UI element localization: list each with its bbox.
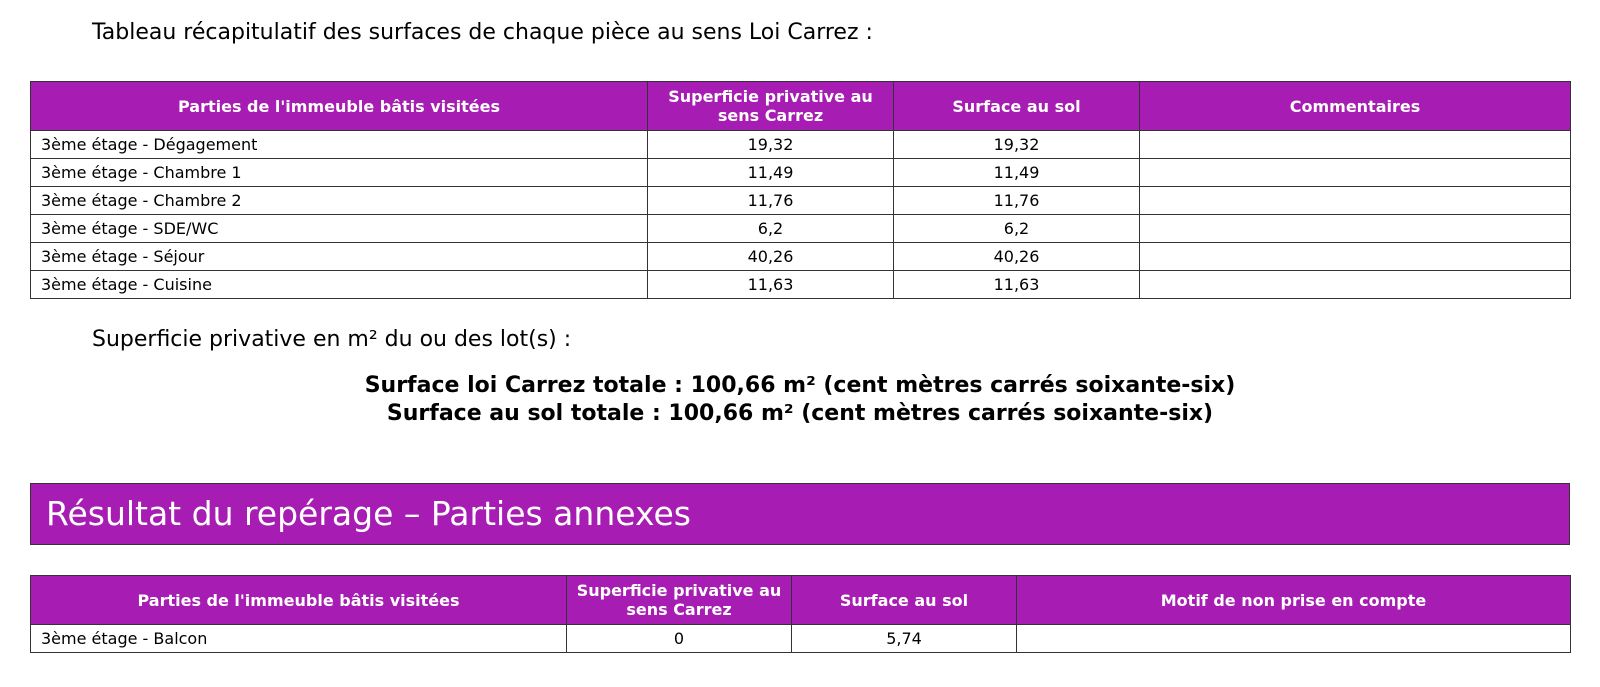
cell-carrez: 11,63 xyxy=(648,271,894,299)
cell-carrez: 0 xyxy=(567,625,792,653)
cell-comment xyxy=(1140,243,1571,271)
cell-comment xyxy=(1140,215,1571,243)
table-row xyxy=(31,131,1571,159)
cell-part: 3ème étage - Balcon xyxy=(31,625,567,653)
table-row xyxy=(31,271,1571,299)
table-row xyxy=(31,159,1571,187)
table-row xyxy=(31,243,1571,271)
cell-motif xyxy=(1017,625,1571,653)
cell-comment xyxy=(1140,271,1571,299)
cell-comment xyxy=(1140,159,1571,187)
cell-sol: 40,26 xyxy=(894,243,1140,271)
cell-comment xyxy=(1140,187,1571,215)
summary-intro: Tableau récapitulatif des surfaces de chaque pièce au sens Loi Carrez : xyxy=(92,20,873,45)
header-parts: Parties de l'immeuble bâtis visitées xyxy=(31,576,567,625)
annexes-table xyxy=(30,575,1571,653)
table-header-row xyxy=(31,576,1571,625)
header-carrez: Superficie privative au sens Carrez xyxy=(567,576,792,625)
total-carrez: Surface loi Carrez totale : 100,66 m² (cent mètres carrés soixante-six) xyxy=(364,373,1236,398)
section-title-annexes: Résultat du repérage – Parties annexes xyxy=(30,483,1570,545)
cell-part: 3ème étage - SDE/WC xyxy=(31,215,648,243)
cell-comment xyxy=(1140,131,1571,159)
header-motif: Motif de non prise en compte xyxy=(1017,576,1571,625)
cell-sol: 11,49 xyxy=(894,159,1140,187)
header-sol: Surface au sol xyxy=(894,82,1140,131)
table-header-row xyxy=(31,82,1571,131)
cell-carrez: 19,32 xyxy=(648,131,894,159)
header-parts: Parties de l'immeuble bâtis visitées xyxy=(31,82,648,131)
table-row xyxy=(31,187,1571,215)
cell-part: 3ème étage - Chambre 2 xyxy=(31,187,648,215)
cell-sol: 6,2 xyxy=(894,215,1140,243)
cell-sol: 19,32 xyxy=(894,131,1140,159)
cell-sol: 11,63 xyxy=(894,271,1140,299)
cell-part: 3ème étage - Dégagement xyxy=(31,131,648,159)
total-sol: Surface au sol totale : 100,66 m² (cent mètres carrés soixante-six) xyxy=(386,401,1214,426)
superficie-label: Superficie privative en m² du ou des lot(s) : xyxy=(92,327,572,352)
cell-part: 3ème étage - Chambre 1 xyxy=(31,159,648,187)
cell-sol: 5,74 xyxy=(792,625,1017,653)
header-comments: Commentaires xyxy=(1140,82,1571,131)
cell-part: 3ème étage - Séjour xyxy=(31,243,648,271)
header-sol: Surface au sol xyxy=(792,576,1017,625)
header-carrez: Superficie privative au sens Carrez xyxy=(648,82,894,131)
cell-carrez: 6,2 xyxy=(648,215,894,243)
cell-carrez: 11,76 xyxy=(648,187,894,215)
carrez-summary-table xyxy=(30,81,1571,299)
table-row xyxy=(31,215,1571,243)
cell-carrez: 40,26 xyxy=(648,243,894,271)
cell-carrez: 11,49 xyxy=(648,159,894,187)
table-row xyxy=(31,625,1571,653)
cell-sol: 11,76 xyxy=(894,187,1140,215)
cell-part: 3ème étage - Cuisine xyxy=(31,271,648,299)
